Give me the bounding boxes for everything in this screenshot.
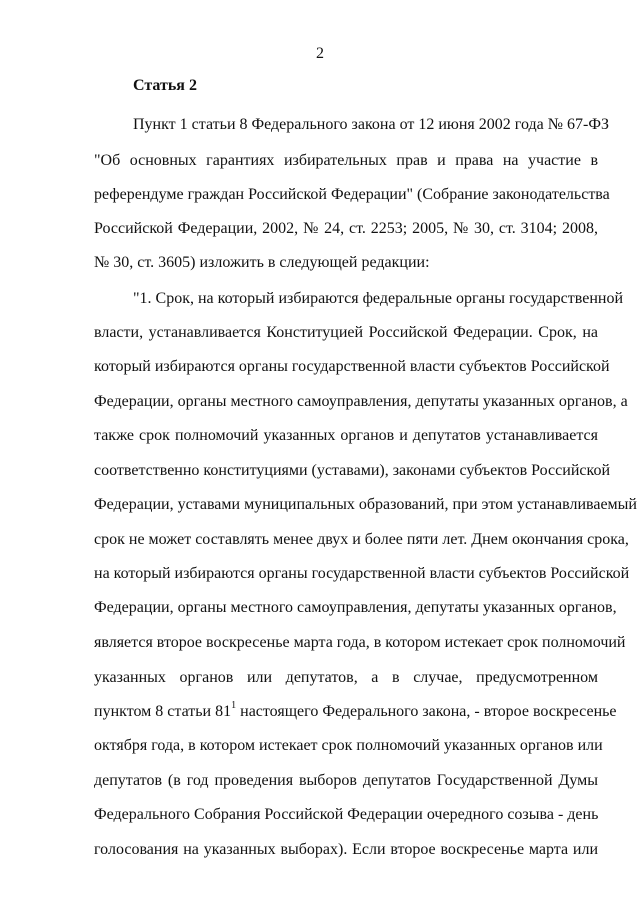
paragraph-line-part: пунктом 8 статьи 81 [94,703,232,720]
paragraph-line: указанных органов или депутатов, а в случае, предусмотренном [94,669,598,686]
paragraph-line [94,699,617,722]
paragraph-line: "Об основных гарантиях избирательных прав и права на участие в [94,152,598,169]
paragraph-line: Федерации, органы местного самоуправления, депутаты указанных органов, а [94,393,628,410]
paragraph-line: срок не может составлять менее двух и более пяти лет. Днем окончания срока, [94,531,629,548]
paragraph-line: Федерального Собрания Российской Федерации очередного созыва - день [94,806,599,823]
paragraph-line: референдуме граждан Российской Федерации" (Собрание законодательства [94,186,610,203]
paragraph-line: является второе воскресенье марта года, в котором истекает срок полномочий [94,634,626,651]
paragraph-line: соответственно конституциями (уставами), законами субъектов Российской [94,462,611,479]
paragraph-line: октября года, в котором истекает срок полномочий указанных органов или [94,737,603,754]
paragraph-line: голосования на указанных выборах). Если второе воскресенье марта или [94,841,598,858]
paragraph-line-part: настоящего Федерального закона, - второе воскресенье [236,703,617,720]
paragraph-line: на который избираются органы государственной власти субъектов Российской [94,565,630,582]
paragraph-line: "1. Срок, на который избираются федеральные органы государственной [133,290,624,307]
paragraph-line: также срок полномочий указанных органов и депутатов устанавливается [94,427,598,444]
paragraph-line: № 30, ст. 3605) изложить в следующей редакции: [94,254,430,271]
paragraph-line: Пункт 1 статьи 8 Федерального закона от 12 июня 2002 года № 67-ФЗ [133,116,609,133]
paragraph-line: Федерации, уставами муниципальных образований, при этом устанавливаемый [94,496,637,513]
paragraph-line: который избираются органы государственной власти субъектов Российской [94,358,610,375]
paragraph-line: власти, устанавливается Конституцией Российской Федерации. Срок, на [94,324,598,341]
paragraph-line: депутатов (в год проведения выборов депутатов Государственной Думы [94,772,598,789]
article-heading: Статья 2 [133,77,197,94]
superscript: 1 [231,699,237,711]
paragraph-line: Российской Федерации, 2002, № 24, ст. 2253; 2005, № 30, ст. 3104; 2008, [94,220,598,237]
paragraph-line: Федерации, органы местного самоуправления, депутаты указанных органов, [94,599,617,616]
page-number: 2 [316,45,324,62]
